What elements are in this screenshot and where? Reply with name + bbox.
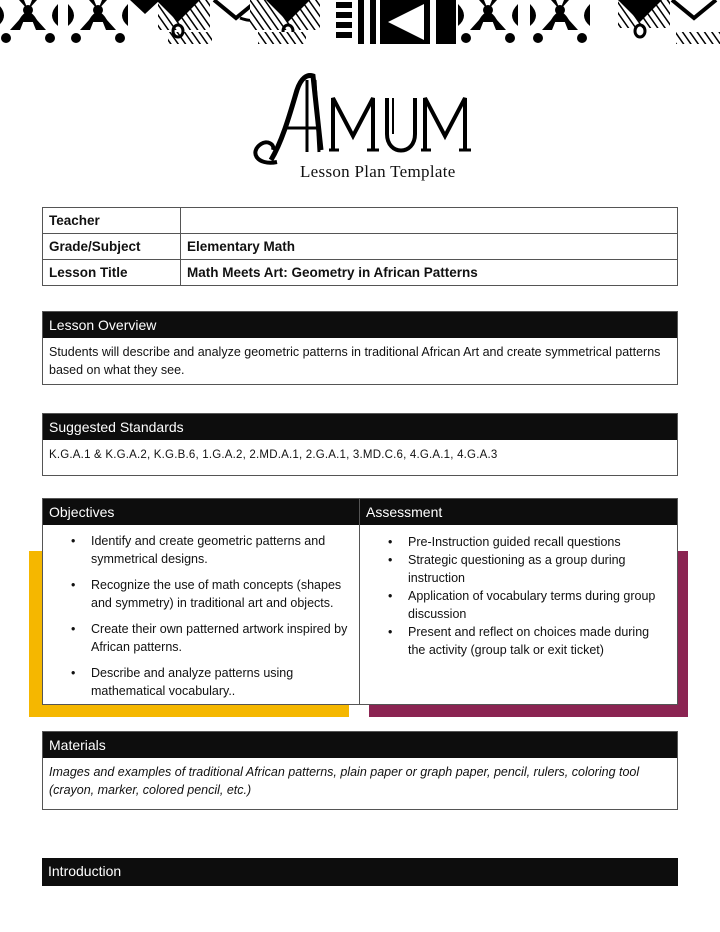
list-item[interactable]: • Application of vocabulary terms during group discussion xyxy=(388,589,656,621)
section-header: Lesson Overview xyxy=(43,312,677,338)
assessment-list xyxy=(360,525,677,659)
objectives-section xyxy=(42,498,360,705)
overview-text[interactable]: Students will describe and analyze geometric patterns in traditional African Art and create symmetrical patterns based on what they see. xyxy=(49,345,661,377)
list-item[interactable]: • Describe and analyze patterns using mathematical vocabulary.. xyxy=(71,666,294,698)
grade-subject-value[interactable]: Elementary Math xyxy=(181,234,678,260)
list-item[interactable]: • Identify and create geometric patterns and symmetrical designs. xyxy=(71,534,326,566)
section-header: Assessment xyxy=(360,499,677,525)
grade-subject-label: Grade/Subject xyxy=(43,234,181,260)
list-item[interactable]: • Pre-Instruction guided recall questions xyxy=(388,535,621,549)
table-row xyxy=(43,208,678,234)
lesson-info-table xyxy=(42,207,678,286)
table-row xyxy=(43,234,678,260)
objectives-list xyxy=(43,525,359,700)
list-item[interactable]: • Create their own patterned artwork inspired by African patterns. xyxy=(71,622,348,654)
section-header: Objectives xyxy=(43,499,359,525)
list-item[interactable]: • Present and reflect on choices made during the activity (group talk or exit ticket) xyxy=(388,625,650,657)
standards-section xyxy=(42,413,678,476)
lesson-title-value[interactable]: Math Meets Art: Geometry in African Patterns xyxy=(181,260,678,286)
introduction-header: Introduction xyxy=(42,858,678,886)
section-header: Materials xyxy=(43,732,677,758)
tagline: Lesson Plan Template xyxy=(300,162,456,181)
lesson-overview-section xyxy=(42,311,678,385)
teacher-label: Teacher xyxy=(43,208,181,234)
african-pattern-banner xyxy=(0,0,720,44)
lesson-title-label: Lesson Title xyxy=(43,260,181,286)
teacher-value[interactable] xyxy=(181,208,678,234)
list-item[interactable]: • Recognize the use of math concepts (shapes and symmetry) in traditional art and objects. xyxy=(71,578,342,610)
assessment-section xyxy=(359,498,678,705)
materials-section xyxy=(42,731,678,810)
materials-text[interactable]: Images and examples of traditional African patterns, plain paper or graph paper, pencil, rulers, coloring tool (crayon, marker, colored pencil, etc.) xyxy=(49,765,640,797)
list-item[interactable]: • Strategic questioning as a group during instruction xyxy=(388,553,626,585)
standards-text[interactable]: K.G.A.1 & K.G.A.2, K.G.B.6, 1.G.A.2, 2.MD.A.1, 2.G.A.1, 3.MD.C.6, 4.G.A.1, 4.G.A.3 xyxy=(49,449,498,461)
section-header: Suggested Standards xyxy=(43,414,677,440)
table-row xyxy=(43,260,678,286)
